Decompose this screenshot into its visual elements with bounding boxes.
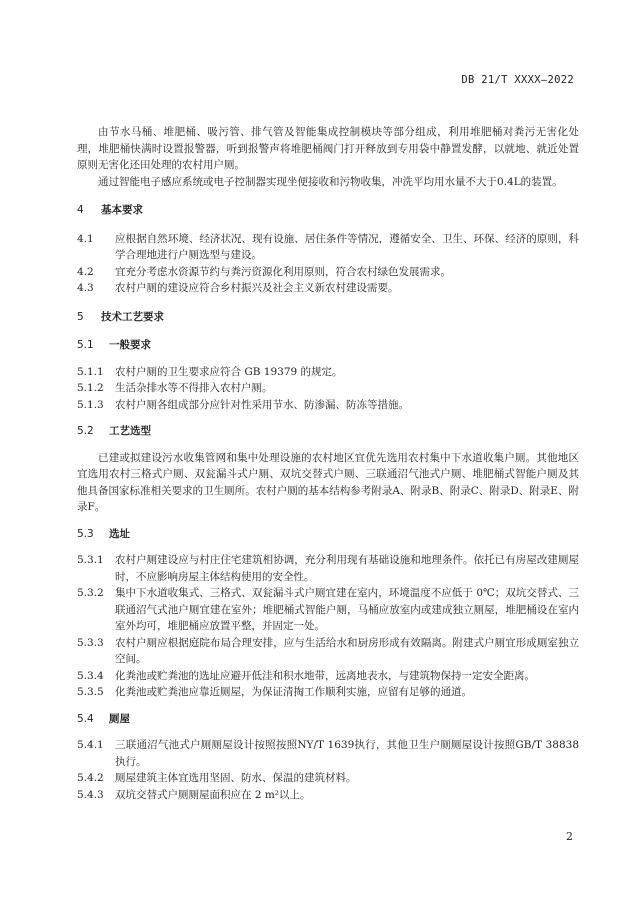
document-body bbox=[77, 124, 579, 803]
clause-5-3-3 bbox=[77, 635, 579, 668]
clause-text: 农村户厕建设应与村庄住宅建筑相协调，充分利用现有基础设施和地理条件。依托已有房屋改建厕屋时，不应影响房屋主体结构使用的安全性。 bbox=[115, 554, 579, 583]
subsection-5-2-paragraph: 已建或拟建设污水收集管网和集中处理设施的农村地区宜优先选用农村集中下水道收集户厕。其他地区宜选用农村三格式户厕、双瓮漏斗式户厕、双坑交替式户厕、三联通沼气池式户厕、堆肥桶式智能户厕及其他具备国家标准相关要求的卫生厕所。农村户厕的基本结构参考附录A、附录B、附录C、附录D、附录E、附录F。 bbox=[77, 451, 579, 513]
section-5-heading bbox=[77, 309, 579, 326]
clause-text: 化粪池或贮粪池应靠近厕屋，为保证清掏工作顺利实施，应留有足够的通道。 bbox=[115, 686, 472, 698]
clause-4-1 bbox=[77, 231, 579, 264]
clause-text: 生活杂排水等不得排入农村户厕。 bbox=[115, 382, 273, 394]
section-title: 基本要求 bbox=[101, 204, 143, 216]
clause-5-1-1 bbox=[77, 364, 579, 381]
page-number: 2 bbox=[566, 830, 573, 843]
section-number: 4 bbox=[77, 204, 84, 216]
clause-number: 5.4.2 bbox=[77, 772, 104, 784]
clause-5-4-1 bbox=[77, 737, 579, 770]
clause-number: 5.3.4 bbox=[77, 669, 104, 682]
clause-number: 5.3.3 bbox=[77, 636, 104, 649]
subsection-title: 选址 bbox=[109, 527, 130, 540]
clause-4-2 bbox=[77, 264, 579, 281]
subsection-title: 工艺选型 bbox=[109, 425, 151, 437]
section-4-heading bbox=[77, 202, 579, 219]
subsection-number: 5.1 bbox=[77, 339, 94, 351]
clause-number: 4.2 bbox=[77, 265, 94, 278]
intro-paragraph-2: 通过智能电子感应系统或电子控制器实现坐便接收和污物收集，冲洗平均用水量不大于0.4L的装置。 bbox=[98, 175, 563, 188]
clause-number: 5.1.1 bbox=[77, 365, 104, 378]
clause-5-4-2 bbox=[77, 770, 579, 787]
clause-text: 应根据自然环境、经济状况、现有设施、居住条件等情况，遵循安全、卫生、环保、经济的原则，科学合理地进行户厕选型与建设。 bbox=[115, 232, 579, 261]
clause-5-3-5 bbox=[77, 684, 579, 701]
clause-text: 集中下水道收集式、三格式、双瓮漏斗式户厕宜建在室内，环境温度不应低于 0℃；双坑交替式、三联通沼气式池户厕宜建在室外；堆肥桶式智能户厕，马桶应放室内或建成独立厕屋，堆肥桶设在室内室外均可，堆肥桶应放置平整，并固定一处。 bbox=[115, 587, 579, 632]
clause-number: 5.4.1 bbox=[77, 739, 104, 751]
clause-text: 宜充分考虑水资源节约与粪污资源化利用原则，符合农村绿色发展需求。 bbox=[115, 265, 451, 278]
clause-number: 4.1 bbox=[77, 232, 94, 245]
clause-5-3-2 bbox=[77, 585, 579, 635]
subsection-number: 5.4 bbox=[77, 712, 94, 725]
clause-5-1-2 bbox=[77, 380, 579, 397]
subsection-5-2-heading bbox=[77, 423, 579, 440]
clause-number: 5.3.5 bbox=[77, 686, 104, 698]
subsection-5-1-heading bbox=[77, 337, 579, 354]
clause-number: 4.3 bbox=[77, 282, 94, 294]
subsection-5-4-heading bbox=[77, 711, 579, 728]
subsection-number: 5.2 bbox=[77, 425, 94, 437]
clause-number: 5.1.3 bbox=[77, 398, 104, 411]
clause-text: 化粪池或贮粪池的选址应避开低洼和积水地带，远离地表水，与建筑物保持一定安全距离。 bbox=[115, 669, 535, 682]
clause-number: 5.1.2 bbox=[77, 382, 104, 394]
clause-text: 农村户厕应根据庭院布局合理安排，应与生活给水和厨房形成有效隔离。附建式户厕宜形成厕室独立空间。 bbox=[115, 636, 579, 665]
section-title: 技术工艺要求 bbox=[101, 310, 164, 323]
intro-paragraph-1: 由节水马桶、堆肥桶、吸污管、排气管及智能集成控制模块等部分组成，利用堆肥桶对粪污无害化处理，堆肥桶快满时设置报警器，听到报警声将堆肥桶阀门打开释放到专用袋中静置发酵，以就地、就近处置原则无害化还田处理的农村用户厕。 bbox=[77, 126, 579, 171]
clause-5-3-4 bbox=[77, 668, 579, 685]
subsection-title: 一般要求 bbox=[109, 339, 151, 351]
subsection-number: 5.3 bbox=[77, 527, 94, 540]
clause-text: 农村户厕的卫生要求应符合 GB 19379 的规定。 bbox=[115, 365, 343, 378]
clause-4-3 bbox=[77, 280, 579, 297]
clause-number: 5.3.1 bbox=[77, 554, 104, 566]
clause-text: 厕屋建筑主体宜选用坚固、防水、保温的建筑材料。 bbox=[115, 772, 357, 784]
subsection-5-3-heading bbox=[77, 526, 579, 543]
document-id-header: DB 21/T XXXX—2022 bbox=[461, 74, 574, 86]
clause-5-1-3 bbox=[77, 397, 579, 414]
clause-text: 三联通沼气池式户厕厕屋设计按照按照NY/T 1639执行，其他卫生户厕厕屋设计按照GB/T 38838执行。 bbox=[115, 739, 579, 768]
clause-number: 5.4.3 bbox=[77, 788, 104, 801]
clause-text: 农村户厕各组成部分应针对性采用节水、防渗漏、防冻等措施。 bbox=[115, 398, 409, 411]
clause-number: 5.3.2 bbox=[77, 587, 104, 599]
subsection-title: 厕屋 bbox=[109, 712, 130, 725]
clause-text: 农村户厕的建设应符合乡村振兴及社会主义新农村建设需要。 bbox=[115, 282, 399, 294]
clause-text: 双坑交替式户厕厕屋面积应在 2 m²以上。 bbox=[115, 788, 311, 801]
section-number: 5 bbox=[77, 310, 84, 323]
clause-5-3-1 bbox=[77, 552, 579, 585]
clause-5-4-3 bbox=[77, 787, 579, 804]
